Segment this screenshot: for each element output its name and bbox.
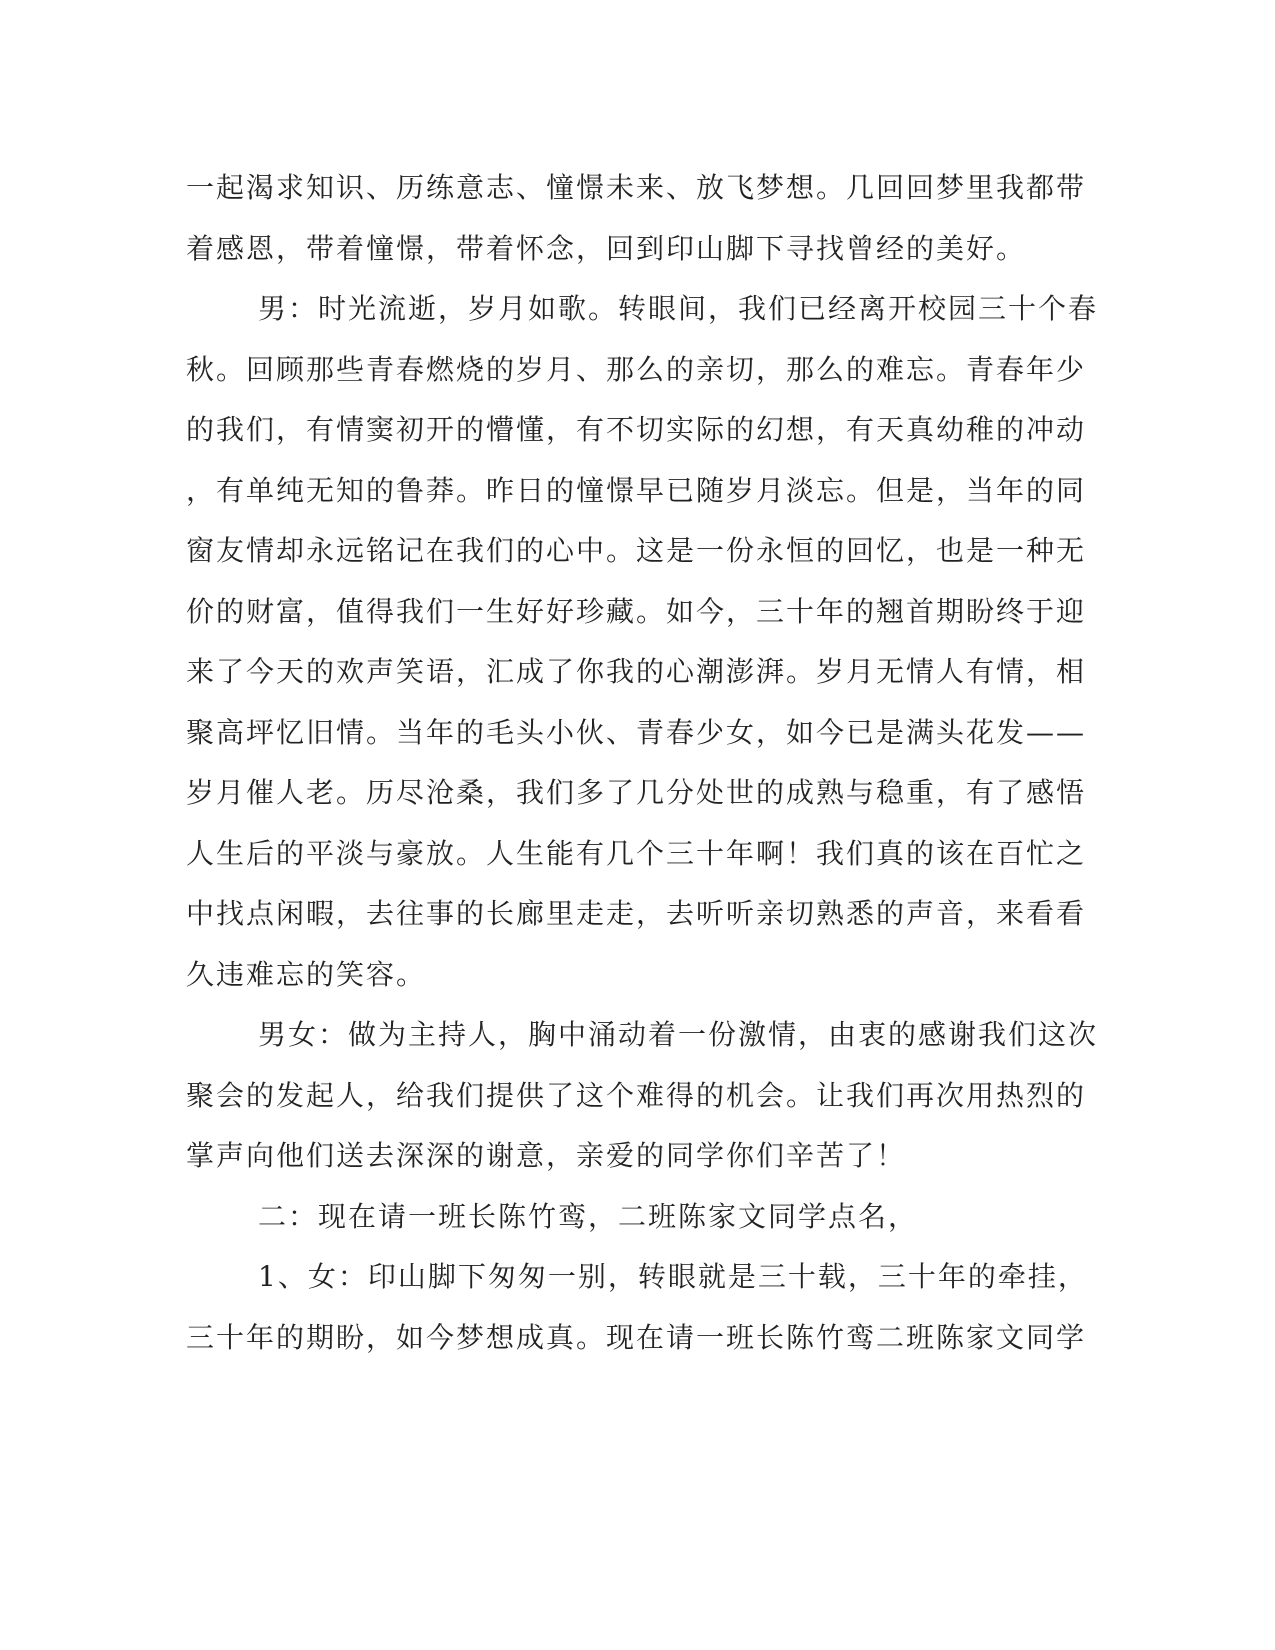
document-body: [186, 158, 1099, 1368]
text-line: 一起渴求知识、历练意志、憧憬未来、放飞梦想。几回回梦里我都带: [186, 171, 1087, 204]
text-line: 窗友情却永远铭记在我们的心中。这是一份永恒的回忆，也是一种无: [186, 534, 1087, 567]
text-line: 岁月催人老。历尽沧桑，我们多了几分处世的成熟与稳重，有了感悟: [186, 776, 1087, 809]
text-line: 着感恩，带着憧憬，带着怀念，回到印山脚下寻找曾经的美好。: [186, 231, 1027, 265]
text-line: ，有单纯无知的鲁莽。昨日的憧憬早已随岁月淡忘。但是，当年的同: [186, 473, 1087, 507]
text-line: 三十年的期盼，如今梦想成真。现在请一班长陈竹鸾二班陈家文同学: [186, 1320, 1087, 1354]
text-line: 1、女：印山脚下匆匆一别，转眼就是三十载，三十年的牵挂，: [258, 1260, 1088, 1293]
text-line: 来了今天的欢声笑语，汇成了你我的心潮澎湃。岁月无情人有情，相: [186, 655, 1087, 688]
text-line: 久违难忘的笑容。: [186, 957, 427, 991]
text-line: 男：时光流逝，岁月如歌。转眼间，我们已经离开校园三十个春: [258, 292, 1099, 325]
text-line: 秋。回顾那些青春燃烧的岁月、那么的亲切，那么的难忘。青春年少: [186, 352, 1087, 386]
text-line: 掌声向他们送去深深的谢意，亲爱的同学你们辛苦了！: [186, 1139, 907, 1172]
text-line: 人生后的平淡与豪放。人生能有几个三十年啊！我们真的该在百忙之: [186, 836, 1087, 870]
text-line: 聚会的发起人，给我们提供了这个难得的机会。让我们再次用热烈的: [186, 1078, 1087, 1112]
text-line: 聚高坪忆旧情。当年的毛头小伙、青春少女，如今已是满头花发——: [186, 715, 1087, 749]
text-line: 的我们，有情窦初开的懵懂，有不切实际的幻想，有天真幼稚的冲动: [186, 413, 1087, 446]
text-line: 价的财富，值得我们一生好好珍藏。如今，三十年的翘首期盼终于迎: [186, 594, 1087, 628]
text-line: 二：现在请一班长陈竹鸾，二班陈家文同学点名，: [258, 1199, 919, 1233]
text-line: 中找点闲暇，去往事的长廊里走走，去听听亲切熟悉的声音，来看看: [186, 897, 1087, 930]
text-line: 男女：做为主持人，胸中涌动着一份激情，由衷的感谢我们这次: [258, 1018, 1099, 1051]
